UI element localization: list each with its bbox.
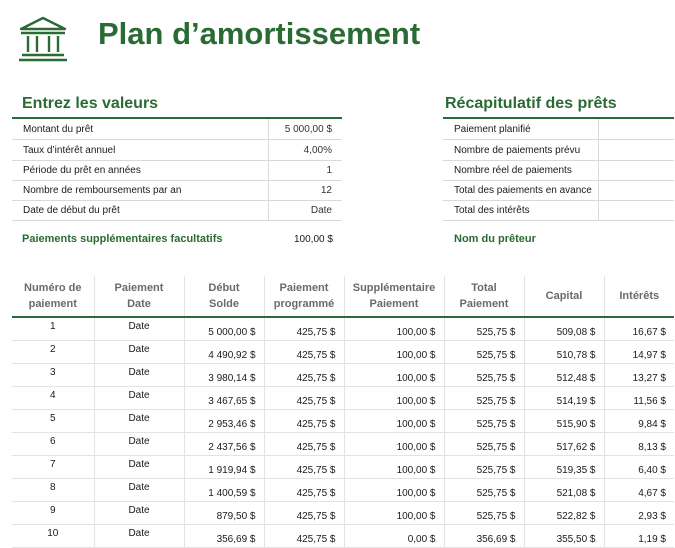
table-cell[interactable]: 14,97 $: [604, 341, 674, 364]
table-cell[interactable]: 100,00 $: [344, 502, 444, 525]
table-cell[interactable]: 100,00 $: [344, 479, 444, 502]
extra-payments-label: Paiements supplémentaires facultatifs: [22, 233, 223, 245]
table-cell[interactable]: 13,27 $: [604, 364, 674, 387]
table-cell[interactable]: 4,67 $: [604, 479, 674, 502]
table-cell[interactable]: 100,00 $: [344, 410, 444, 433]
table-cell[interactable]: 425,75 $: [264, 525, 344, 548]
table-cell[interactable]: 425,75 $: [264, 433, 344, 456]
table-cell[interactable]: 515,90 $: [524, 410, 604, 433]
column-header: Supplémentaire Paiement: [344, 276, 444, 317]
summary-label: Nombre réel de paiements: [454, 165, 572, 176]
input-label: Montant du prêt: [23, 124, 94, 135]
table-cell[interactable]: 8,13 $: [604, 433, 674, 456]
table-cell[interactable]: 2 953,46 $: [184, 410, 264, 433]
inputs-heading: Entrez les valeurs: [22, 95, 159, 112]
table-cell[interactable]: Date: [94, 410, 184, 433]
table-cell[interactable]: 2 437,56 $: [184, 433, 264, 456]
table-cell[interactable]: 425,75 $: [264, 456, 344, 479]
table-cell[interactable]: 355,50 $: [524, 525, 604, 548]
extra-payments-value[interactable]: 100,00 $: [294, 234, 333, 245]
table-cell[interactable]: 3 980,14 $: [184, 364, 264, 387]
input-row-start-date[interactable]: [12, 200, 342, 221]
table-cell[interactable]: 514,19 $: [524, 387, 604, 410]
summary-row-scheduled-payment: [443, 119, 674, 140]
table-cell[interactable]: 5: [12, 410, 94, 433]
table-cell[interactable]: Date: [94, 479, 184, 502]
table-cell[interactable]: 10: [12, 525, 94, 548]
input-label: Nombre de remboursements par an: [23, 185, 182, 196]
table-cell[interactable]: 1,19 $: [604, 525, 674, 548]
table-row: [12, 364, 674, 387]
table-cell[interactable]: 7: [12, 456, 94, 479]
table-header-row: [12, 276, 674, 317]
table-cell[interactable]: 100,00 $: [344, 341, 444, 364]
column-header: Début Solde: [184, 276, 264, 317]
summary-label: Total des paiements en avance: [454, 185, 592, 196]
summary-row-actual-count: [443, 160, 674, 181]
table-cell[interactable]: 525,75 $: [444, 387, 524, 410]
column-header: Intérêts: [604, 276, 674, 317]
table-cell[interactable]: Date: [94, 387, 184, 410]
table-cell[interactable]: 4: [12, 387, 94, 410]
table-cell[interactable]: 425,75 $: [264, 479, 344, 502]
summary-row-early-payments: [443, 180, 674, 201]
table-cell[interactable]: 512,48 $: [524, 364, 604, 387]
table-cell[interactable]: 8: [12, 479, 94, 502]
table-cell[interactable]: 1 919,94 $: [184, 456, 264, 479]
table-row: [12, 341, 674, 364]
summary-heading: Récapitulatif des prêts: [445, 95, 617, 112]
table-cell[interactable]: 425,75 $: [264, 341, 344, 364]
input-label: Date de début du prêt: [23, 205, 120, 216]
table-cell[interactable]: 9: [12, 502, 94, 525]
table-cell[interactable]: 11,56 $: [604, 387, 674, 410]
table-cell[interactable]: 525,75 $: [444, 456, 524, 479]
input-value[interactable]: 1: [326, 165, 332, 176]
table-row: [12, 387, 674, 410]
input-row-loan-period[interactable]: [12, 160, 342, 181]
table-cell[interactable]: 1: [12, 317, 94, 341]
summary-label: Nombre de paiements prévu: [454, 145, 581, 156]
table-cell[interactable]: Date: [94, 364, 184, 387]
table-cell[interactable]: 3: [12, 364, 94, 387]
table-cell[interactable]: 356,69 $: [184, 525, 264, 548]
table-cell[interactable]: 425,75 $: [264, 410, 344, 433]
table-row: [12, 410, 674, 433]
table-cell[interactable]: 522,82 $: [524, 502, 604, 525]
amortization-table: [12, 276, 674, 548]
column-header: Numéro de paiement: [12, 276, 94, 317]
table-row: [12, 433, 674, 456]
table-cell[interactable]: 521,08 $: [524, 479, 604, 502]
summary-label: Total des intérêts: [454, 205, 530, 216]
table-cell[interactable]: 2,93 $: [604, 502, 674, 525]
summary-row-total-interest: [443, 200, 674, 221]
table-cell[interactable]: 5 000,00 $: [184, 317, 264, 341]
input-label: Période du prêt en années: [23, 165, 141, 176]
lender-name-label: Nom du prêteur: [454, 233, 536, 245]
column-header: Paiement Date: [94, 276, 184, 317]
table-cell[interactable]: 525,75 $: [444, 433, 524, 456]
table-cell[interactable]: 100,00 $: [344, 317, 444, 341]
table-cell[interactable]: 525,75 $: [444, 364, 524, 387]
table-cell[interactable]: 100,00 $: [344, 387, 444, 410]
table-cell[interactable]: 525,75 $: [444, 410, 524, 433]
table-cell[interactable]: Date: [94, 456, 184, 479]
table-cell[interactable]: 6,40 $: [604, 456, 674, 479]
table-cell[interactable]: 525,75 $: [444, 502, 524, 525]
input-row-loan-amount[interactable]: [12, 119, 342, 140]
table-cell[interactable]: 6: [12, 433, 94, 456]
table-cell[interactable]: 1 400,59 $: [184, 479, 264, 502]
summary-row-scheduled-count: [443, 140, 674, 161]
table-cell[interactable]: 4 490,92 $: [184, 341, 264, 364]
input-value[interactable]: 12: [320, 185, 332, 196]
table-cell[interactable]: 425,75 $: [264, 364, 344, 387]
input-value[interactable]: 5 000,00 $: [284, 124, 332, 135]
table-cell[interactable]: 100,00 $: [344, 433, 444, 456]
table-cell[interactable]: Date: [94, 433, 184, 456]
table-cell[interactable]: 356,69 $: [444, 525, 524, 548]
table-cell[interactable]: 425,75 $: [264, 317, 344, 341]
input-value[interactable]: 4,00%: [303, 145, 332, 156]
table-row: [12, 317, 674, 341]
table-cell[interactable]: 425,75 $: [264, 502, 344, 525]
table-cell[interactable]: 0,00 $: [344, 525, 444, 548]
table-cell[interactable]: 525,75 $: [444, 479, 524, 502]
table-row: [12, 525, 674, 548]
table-row: [12, 502, 674, 525]
input-row-interest-rate[interactable]: [12, 140, 342, 161]
table-cell[interactable]: 517,62 $: [524, 433, 604, 456]
table-cell[interactable]: 425,75 $: [264, 387, 344, 410]
table-cell[interactable]: 525,75 $: [444, 341, 524, 364]
table-cell[interactable]: 3 467,65 $: [184, 387, 264, 410]
table-cell[interactable]: 2: [12, 341, 94, 364]
column-header: Capital: [524, 276, 604, 317]
page-title: Plan d’amortissement: [98, 16, 421, 51]
table-cell[interactable]: 100,00 $: [344, 364, 444, 387]
table-cell[interactable]: 519,35 $: [524, 456, 604, 479]
table-cell[interactable]: 510,78 $: [524, 341, 604, 364]
table-cell[interactable]: 9,84 $: [604, 410, 674, 433]
table-row: [12, 456, 674, 479]
summary-label: Paiement planifié: [454, 124, 531, 135]
column-header: Paiement programmé: [264, 276, 344, 317]
table-cell[interactable]: 879,50 $: [184, 502, 264, 525]
bank-building-icon: [17, 14, 69, 62]
table-cell[interactable]: 100,00 $: [344, 456, 444, 479]
table-cell[interactable]: Date: [94, 317, 184, 341]
table-cell[interactable]: 509,08 $: [524, 317, 604, 341]
table-cell[interactable]: Date: [94, 525, 184, 548]
table-cell[interactable]: 525,75 $: [444, 317, 524, 341]
table-row: [12, 479, 674, 502]
input-row-payments-per-year[interactable]: [12, 180, 342, 201]
table-cell[interactable]: 16,67 $: [604, 317, 674, 341]
table-cell[interactable]: Date: [94, 502, 184, 525]
table-cell[interactable]: Date: [94, 341, 184, 364]
input-label: Taux d’intérêt annuel: [23, 145, 116, 156]
input-value[interactable]: Date: [310, 205, 332, 216]
column-header: Total Paiement: [444, 276, 524, 317]
